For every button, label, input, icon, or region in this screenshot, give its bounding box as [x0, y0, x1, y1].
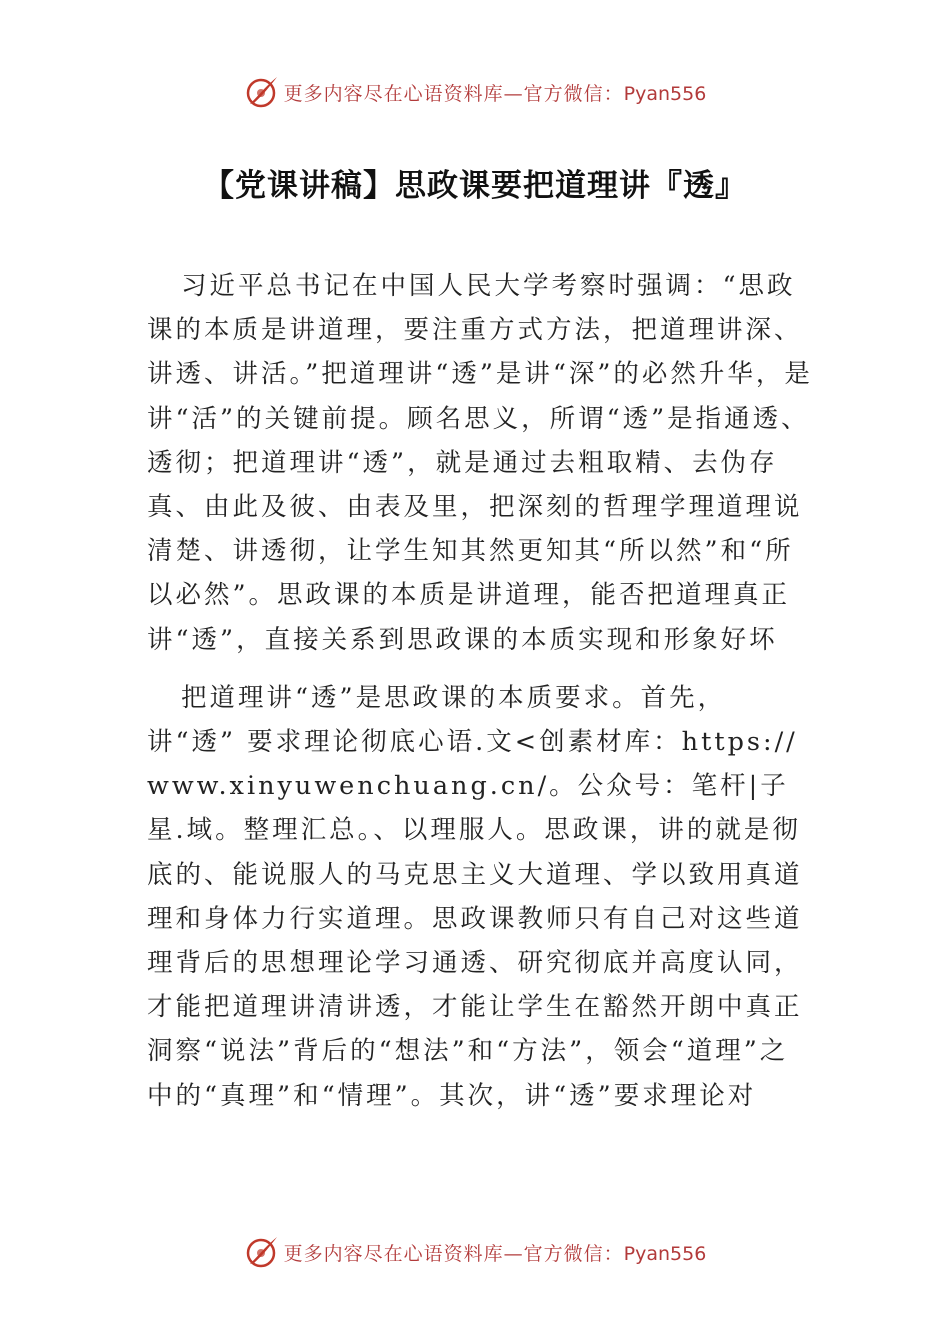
footer-account: Pyan556 [623, 1242, 707, 1265]
quill-logo-icon [244, 1234, 280, 1270]
document-title: 【党课讲稿】思政课要把道理讲『透』 [203, 168, 747, 204]
quill-logo-icon [244, 74, 280, 110]
header-banner-text: 更多内容尽在心语资料库—官方微信：Pyan556 [283, 82, 707, 105]
footer-banner-text: 更多内容尽在心语资料库—官方微信：Pyan556 [283, 1242, 707, 1265]
document-body [147, 264, 815, 1118]
header-account: Pyan556 [623, 82, 707, 105]
footer-banner [0, 1232, 950, 1272]
paragraph-2: 把道理讲“透”是思政课的本质要求。首先，讲“透” 要求理论彻底心语.文<创素材库：https://www.xinyuwenchuang.cn/。公众号：笔杆|子星.域。整理汇总。、以理服人。思政课，讲的就是彻底的、能说服人的马克思主义大道理、学以致用真道理和身体力行实道理。思政课教师只有自己对这些道理背后的思想理论学习通透、研究彻底并高度认同，才能把道理讲清讲透，才能让学生在豁然开朗中真正洞察“说法”背后的“想法”和“方法”，领会“道理”之中的“真理”和“情理”。其次，讲“透”要求理论对 [147, 682, 803, 1111]
header-banner [0, 72, 950, 112]
paragraph-1: 习近平总书记在中国人民大学考察时强调：“思政课的本质是讲道理，要注重方式方法，把道理讲深、讲透、讲活。”把道理讲“透”是讲“深”的必然升华，是讲“活”的关键前提。顾名思义，所谓“透”是指通透、透彻；把道理讲“透”，就是通过去粗取精、去伪存真、由此及彼、由表及里，把深刻的哲理学理道理说清楚、讲透彻，让学生知其然更知其“所以然”和“所以必然”。思政课的本质是讲道理，能否把道理真正讲“透”，直接关系到思政课的本质实现和形象好坏 [147, 271, 813, 655]
